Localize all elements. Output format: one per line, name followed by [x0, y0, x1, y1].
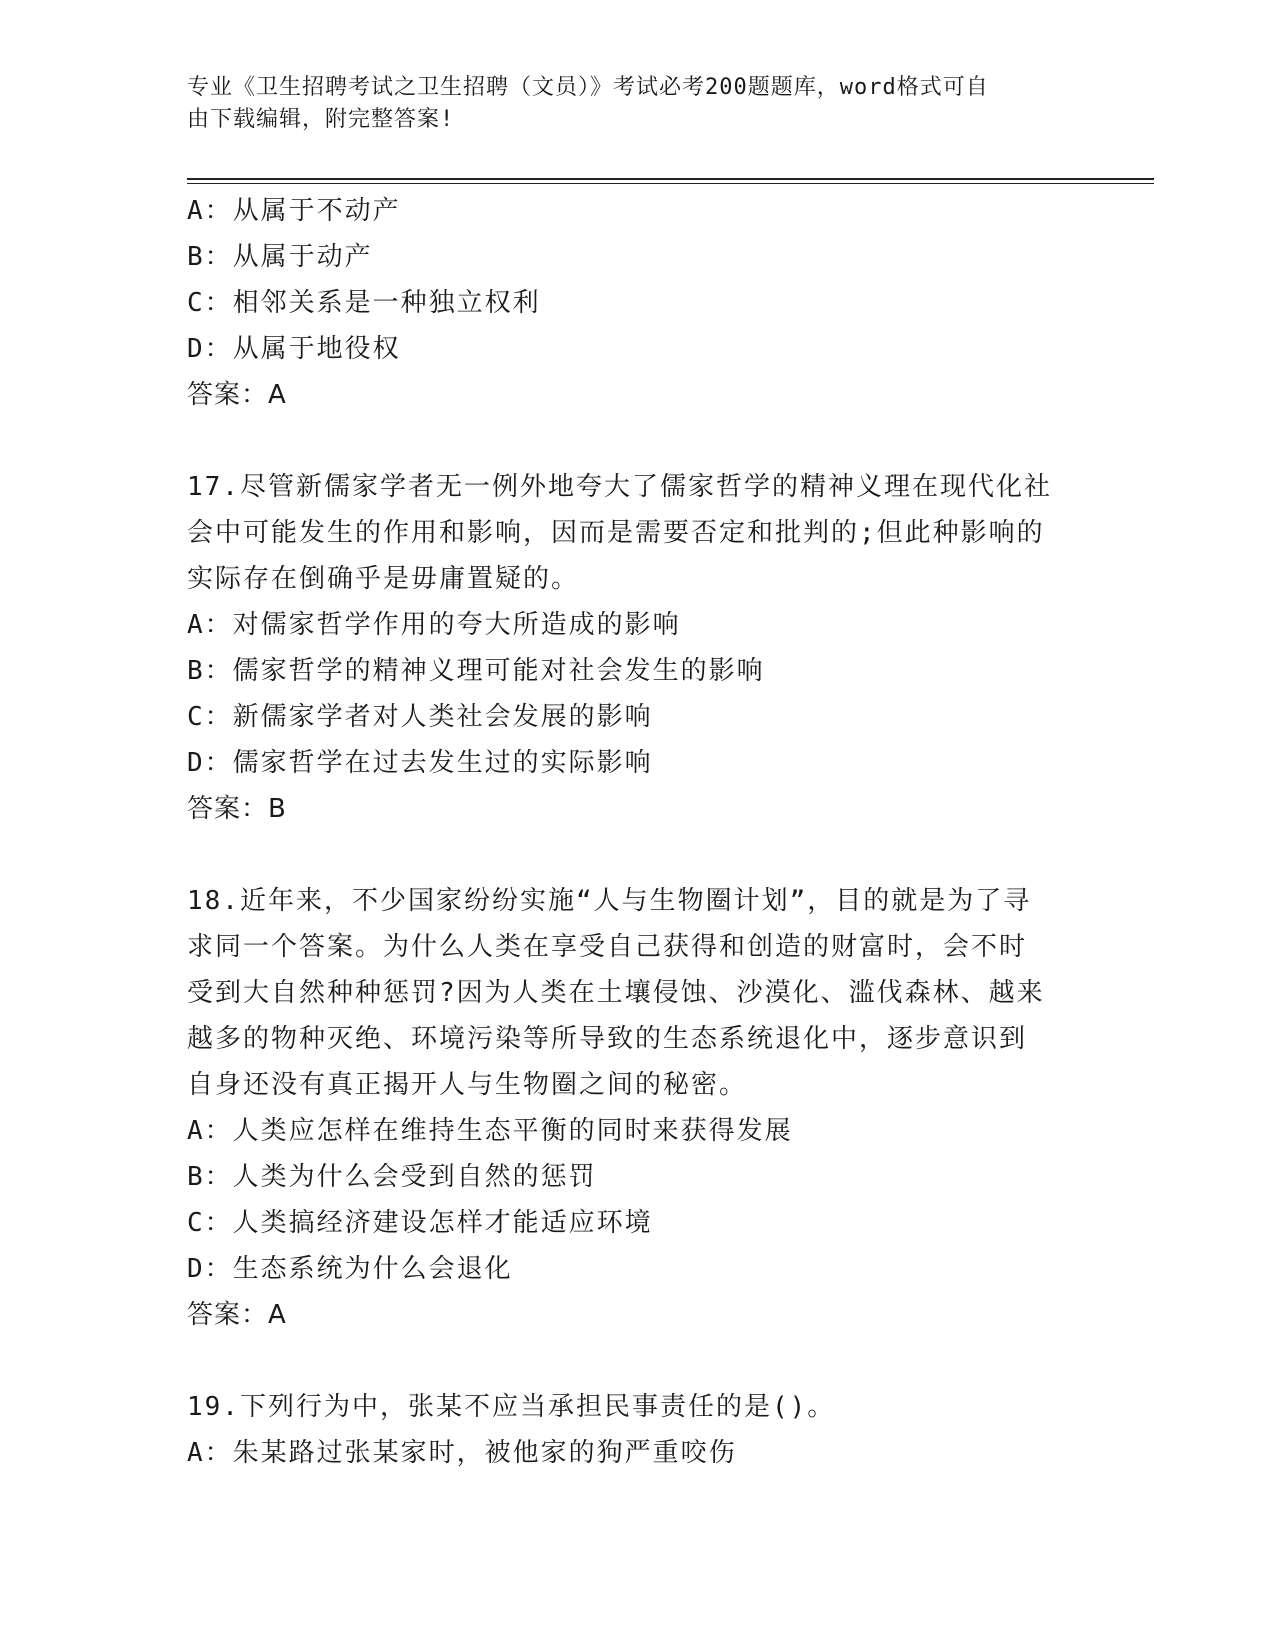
option-c: C：相邻关系是一种独立权利	[187, 288, 541, 318]
answer: 答案：B	[187, 794, 287, 824]
option-a: A：对儒家哲学作用的夸大所造成的影响	[187, 610, 681, 640]
question-19	[187, 1384, 1077, 1476]
option-a: A：从属于不动产	[187, 196, 401, 226]
question-stem-line: 越多的物种灭绝、环境污染等所导致的生态系统退化中，逐步意识到	[187, 1024, 1028, 1054]
question-stem-line: 求同一个答案。为什么人类在享受自己获得和创造的财富时，会不时	[187, 932, 1028, 962]
question-stem-line: 自身还没有真正揭开人与生物圈之间的秘密。	[187, 1070, 748, 1100]
option-d: D：生态系统为什么会退化	[187, 1254, 513, 1284]
answer: 答案：A	[187, 380, 287, 410]
header-rule-thick	[187, 178, 1154, 180]
question-stem-line: 19.下列行为中，张某不应当承担民事责任的是()。	[187, 1392, 836, 1422]
option-b: B：从属于动产	[187, 242, 373, 272]
question-16	[187, 188, 1077, 418]
document-header	[187, 72, 1067, 136]
question-stem-line: 18.近年来，不少国家纷纷实施“人与生物圈计划”，目的就是为了寻	[187, 886, 1032, 916]
option-c: C：新儒家学者对人类社会发展的影响	[187, 702, 653, 732]
question-stem-line: 17.尽管新儒家学者无一例外地夸大了儒家哲学的精神义理在现代化社	[187, 472, 1052, 502]
header-rule-thin	[187, 183, 1154, 184]
option-c: C：人类搞经济建设怎样才能适应环境	[187, 1208, 653, 1238]
option-b: B：儒家哲学的精神义理可能对社会发生的影响	[187, 656, 765, 686]
question-17	[187, 464, 1077, 832]
answer: 答案：A	[187, 1300, 287, 1330]
question-stem-line: 受到大自然种种惩罚?因为人类在土壤侵蚀、沙漠化、滥伐森林、越来	[187, 978, 1045, 1008]
spacer	[187, 418, 1077, 464]
header-line-1: 专业《卫生招聘考试之卫生招聘（文员）》考试必考200题题库，word格式可自	[187, 75, 989, 100]
header-line-2: 由下载编辑，附完整答案!	[187, 107, 455, 132]
question-18	[187, 878, 1077, 1338]
question-stem-line: 会中可能发生的作用和影响，因而是需要否定和批判的;但此种影响的	[187, 518, 1045, 548]
spacer	[187, 1338, 1077, 1384]
question-stem-line: 实际存在倒确乎是毋庸置疑的。	[187, 564, 580, 594]
option-d: D：儒家哲学在过去发生过的实际影响	[187, 748, 653, 778]
option-a: A：朱某路过张某家时，被他家的狗严重咬伤	[187, 1438, 737, 1468]
spacer	[187, 832, 1077, 878]
question-list	[187, 188, 1077, 1476]
option-b: B：人类为什么会受到自然的惩罚	[187, 1162, 597, 1192]
option-a: A：人类应怎样在维持生态平衡的同时来获得发展	[187, 1116, 793, 1146]
option-d: D：从属于地役权	[187, 334, 401, 364]
